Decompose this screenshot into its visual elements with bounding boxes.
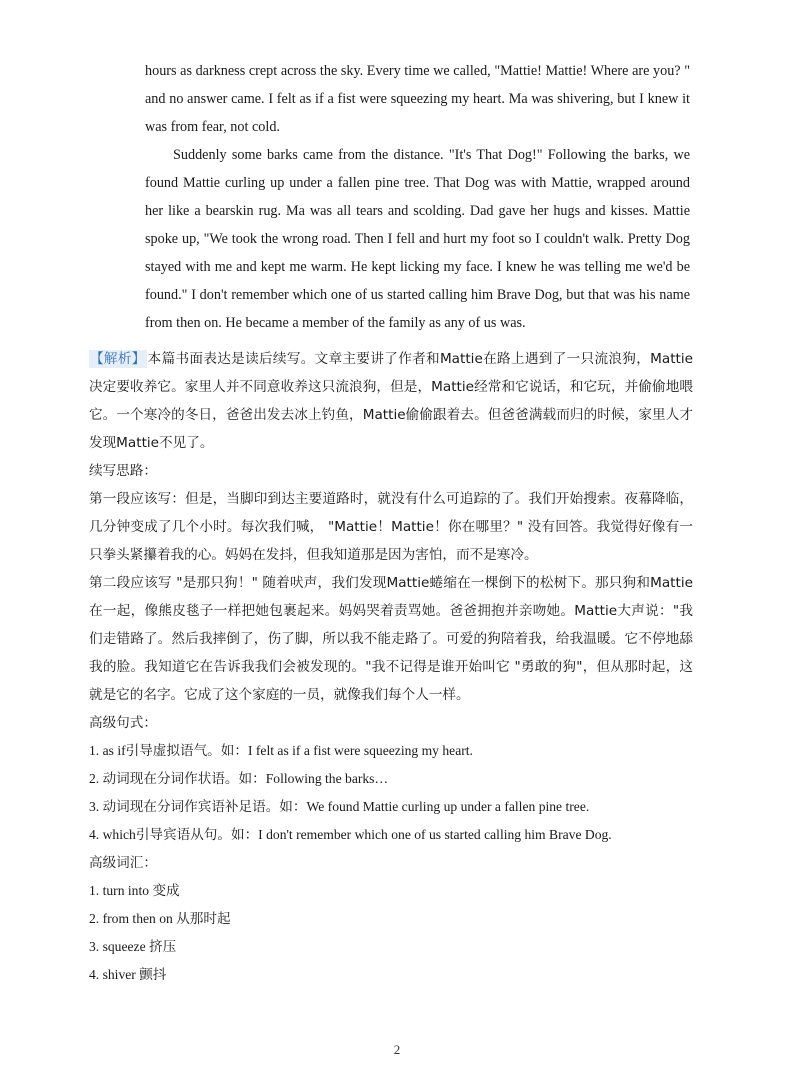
sentence-item: 2. 动词现在分词作状语。如：Following the barks… [89, 771, 389, 787]
approach-heading: 续写思路： [89, 463, 157, 479]
story-paragraph-1: hours as darkness crept across the sky. Every time we called, "Mattie! Mattie! Where are you? " and no answer came. I felt as if a fist were squeezing my heart. Ma was shivering, but I knew it was from fear, not cold. [145, 63, 690, 135]
analysis-section [89, 345, 693, 989]
approach-paragraph-2: 第二段应该写 "是那只狗！" 随着吠声，我们发现Mattie蜷缩在一棵倒下的松树下。那只狗和Mattie在一起，像熊皮毯子一样把她包裹起来。妈妈哭着责骂她。爸爸拥抱并亲吻她。Mattie大声说："我们走错路了。然后我摔倒了，伤了脚，所以我不能走路了。可爱的狗陪着我，给我温暖。它不停地舔我的脸。我知道它在告诉我我们会被发现的。"我不记得是谁开始叫它 "勇敢的狗"，但从那时起，这就是它的名字。它成了这个家庭的一员，就像我们每个人一样。 [89, 575, 693, 703]
sentence-item: 4. which引导宾语从句。如：I don't remember which one of us started calling him Brave Dog. [89, 827, 612, 843]
analysis-intro [89, 345, 693, 457]
approach-paragraph-1: 第一段应该写：但是，当脚印到达主要道路时，就没有什么可追踪的了。我们开始搜索。夜幕降临，几分钟变成了几个小时。每次我们喊， "Mattie！Mattie！你在哪里？" 没有回答。我觉得好像有一只拳头紧攥着我的心。妈妈在发抖，但我知道那是因为害怕，而不是寒冷。 [89, 491, 693, 563]
story-paragraph-2: Suddenly some barks came from the distance. "It's That Dog!" Following the barks, we found Mattie curling up under a fallen pine tree. That Dog was with Mattie, wrapped around her like a bearskin rug. Ma was all tears and scolding. Dad gave her hugs and kisses. Mattie spoke up, "We took the wrong road. Then I fell and hurt my foot so I couldn't walk. Pretty Dog stayed with me and kept me warm. He kept licking my face. I knew he was telling me we'd be found." I don't remember which one of us started calling him Brave Dog, but that was his name from then on. He became a member of the family as any of us was. [145, 147, 690, 331]
sentence-list [89, 737, 693, 849]
vocab-list [89, 877, 693, 989]
vocab-item: 3. squeeze 挤压 [89, 939, 177, 955]
vocab-item: 4. shiver 颤抖 [89, 967, 167, 983]
vocab-item: 1. turn into 变成 [89, 883, 180, 899]
analysis-tag: 【解析】 [90, 351, 146, 367]
vocab-item: 2. from then on 从那时起 [89, 911, 231, 927]
analysis-intro-text: 本篇书面表达是读后续写。文章主要讲了作者和Mattie在路上遇到了一只流浪狗，Mattie决定要收养它。家里人并不同意收养这只流浪狗，但是，Mattie经常和它说话，和它玩，并偷偷地喂它。一个寒冷的冬日，爸爸出发去冰上钓鱼，Mattie偷偷跟着去。但爸爸满载而归的时候，家里人才发现Mattie不见了。 [89, 351, 693, 451]
sentence-item: 3. 动词现在分词作宾语补足语。如：We found Mattie curling up under a fallen pine tree. [89, 799, 590, 815]
sentence-item: 1. as if引导虚拟语气。如：I felt as if a fist were squeezing my heart. [89, 743, 473, 759]
vocab-heading: 高级词汇： [89, 855, 157, 871]
story-text [145, 57, 690, 337]
sentences-heading: 高级句式： [89, 715, 157, 731]
page-number: 2 [393, 1042, 401, 1057]
